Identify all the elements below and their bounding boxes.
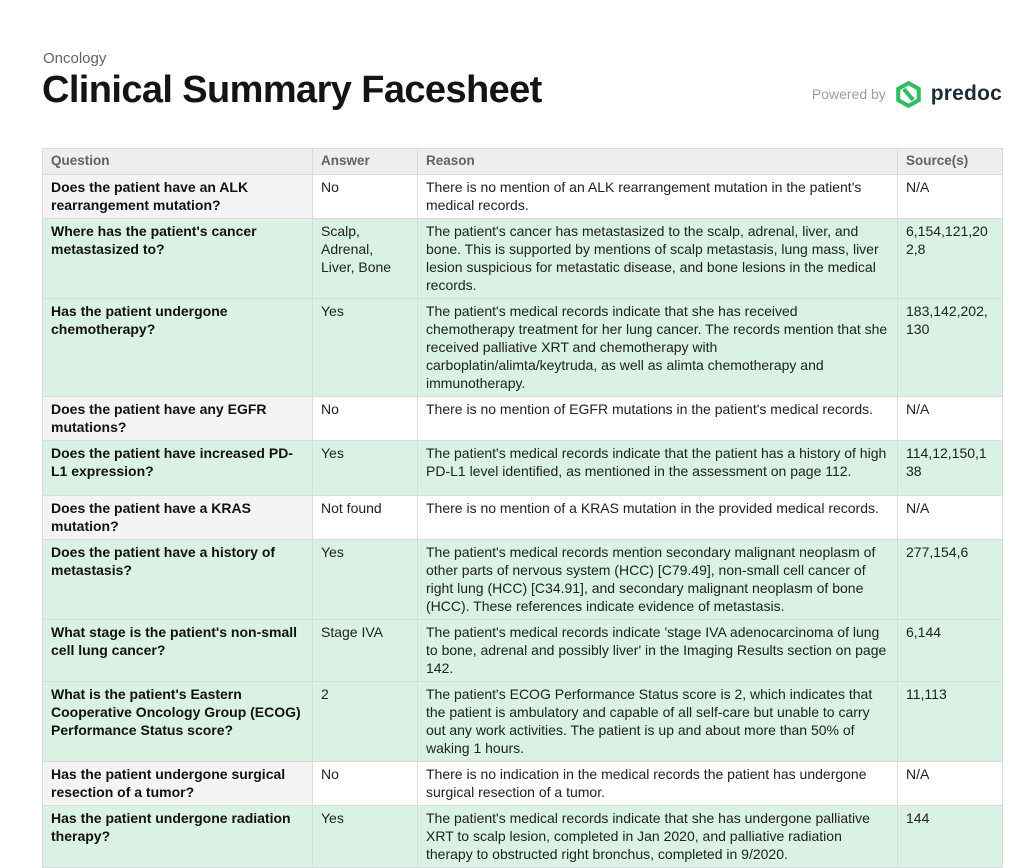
reason-cell: There is no mention of a KRAS mutation in the provided medical records. — [418, 495, 898, 539]
table-row — [43, 805, 1003, 867]
question-cell: What is the patient's Eastern Cooperative Oncology Group (ECOG) Performance Status score? — [43, 681, 313, 761]
answer-cell: Stage IVA — [313, 619, 418, 681]
reason-cell: The patient's medical records indicate 'stage IVA adenocarcinoma of lung to bone, adrenal and possibly liver' in the Imaging Results section on page 142. — [418, 619, 898, 681]
reason-cell: There is no mention of an ALK rearrangement mutation in the patient's medical records. — [418, 174, 898, 218]
answer-cell: No — [313, 396, 418, 440]
category-label: Oncology — [43, 50, 107, 67]
sources-cell: N/A — [898, 174, 1003, 218]
table-row — [43, 539, 1003, 619]
sources-cell: 11,113 — [898, 681, 1003, 761]
table-row — [43, 619, 1003, 681]
table-row — [43, 495, 1003, 539]
question-cell: Does the patient have a history of metastasis? — [43, 539, 313, 619]
sources-cell: N/A — [898, 495, 1003, 539]
answer-cell: 2 — [313, 681, 418, 761]
sources-cell: 114,12,150,138 — [898, 440, 1003, 495]
answer-cell: Not found — [313, 495, 418, 539]
table-row — [43, 218, 1003, 298]
question-cell: Has the patient undergone chemotherapy? — [43, 298, 313, 396]
powered-by-brand[interactable] — [812, 81, 1002, 112]
brand-name: predoc — [930, 82, 1002, 106]
reason-cell: The patient's cancer has metastasized to the scalp, adrenal, liver, and bone. This is supported by mentions of scalp metastasis, lung mass, liver lesion suspicious for metastatic disease, and bone lesions in the medical records. — [418, 218, 898, 298]
answer-cell: Scalp, Adrenal, Liver, Bone — [313, 218, 418, 298]
reason-cell: There is no mention of EGFR mutations in the patient's medical records. — [418, 396, 898, 440]
reason-cell: The patient's medical records mention secondary malignant neoplasm of other parts of nervous system (HCC) [C79.49], non-small cell cancer of right lung (HCC) [C34.91], and secondary malignant neoplasm of bone (HCC). These references indicate evidence of metastasis. — [418, 539, 898, 619]
sources-cell: N/A — [898, 396, 1003, 440]
question-cell: Does the patient have a KRAS mutation? — [43, 495, 313, 539]
question-cell: Where has the patient's cancer metastasized to? — [43, 218, 313, 298]
facesheet-table — [42, 148, 1003, 868]
column-header-answer: Answer — [313, 148, 418, 174]
sources-cell: 6,154,121,202,8 — [898, 218, 1003, 298]
predoc-hexagon-logo-icon — [895, 81, 922, 108]
sources-cell: 277,154,6 — [898, 539, 1003, 619]
table-row — [43, 298, 1003, 396]
answer-cell: No — [313, 761, 418, 805]
heading-block — [42, 50, 542, 112]
question-cell: Has the patient undergone surgical resection of a tumor? — [43, 761, 313, 805]
table-header-row — [43, 148, 1003, 174]
answer-cell: Yes — [313, 539, 418, 619]
answer-cell: Yes — [313, 440, 418, 495]
table-row — [43, 440, 1003, 495]
sources-cell: 6,144 — [898, 619, 1003, 681]
sources-cell: 183,142,202,130 — [898, 298, 1003, 396]
column-header-question: Question — [43, 148, 313, 174]
reason-cell: The patient's medical records indicate that she has received chemotherapy treatment for her lung cancer. The records mention that she received palliative XRT and chemotherapy with carboplatin/alimta/keytruda, as well as alimta chemotherapy and immunotherapy. — [418, 298, 898, 396]
reason-cell: There is no indication in the medical records the patient has undergone surgical resection of a tumor. — [418, 761, 898, 805]
masthead — [42, 50, 1002, 112]
table-row — [43, 396, 1003, 440]
sources-cell: N/A — [898, 761, 1003, 805]
table-row — [43, 681, 1003, 761]
page-title: Clinical Summary Facesheet — [42, 69, 542, 111]
sources-cell: 144 — [898, 805, 1003, 867]
answer-cell: No — [313, 174, 418, 218]
table-header — [43, 148, 1003, 174]
question-cell: Does the patient have any EGFR mutations? — [43, 396, 313, 440]
question-cell: Has the patient undergone radiation therapy? — [43, 805, 313, 867]
powered-by-label: Powered by — [811, 86, 886, 103]
question-cell: Does the patient have increased PD-L1 expression? — [43, 440, 313, 495]
column-header-sources: Source(s) — [898, 148, 1003, 174]
answer-cell: Yes — [313, 805, 418, 867]
reason-cell: The patient's ECOG Performance Status score is 2, which indicates that the patient is ambulatory and capable of all self-care but unable to carry out any work activities. The patient is up and about more than 50% of waking 1 hours. — [418, 681, 898, 761]
table-row — [43, 174, 1003, 218]
reason-cell: The patient's medical records indicate that she has undergone palliative XRT to scalp lesion, completed in Jan 2020, and palliative radiation therapy to obstructed right bronchus, completed in 9/2020. — [418, 805, 898, 867]
table-row — [43, 761, 1003, 805]
question-cell: What stage is the patient's non-small cell lung cancer? — [43, 619, 313, 681]
column-header-reason: Reason — [418, 148, 898, 174]
facesheet-table-body — [43, 174, 1003, 867]
question-cell: Does the patient have an ALK rearrangement mutation? — [43, 174, 313, 218]
reason-cell: The patient's medical records indicate that the patient has a history of high PD-L1 level identified, as mentioned in the assessment on page 112. — [418, 440, 898, 495]
answer-cell: Yes — [313, 298, 418, 396]
